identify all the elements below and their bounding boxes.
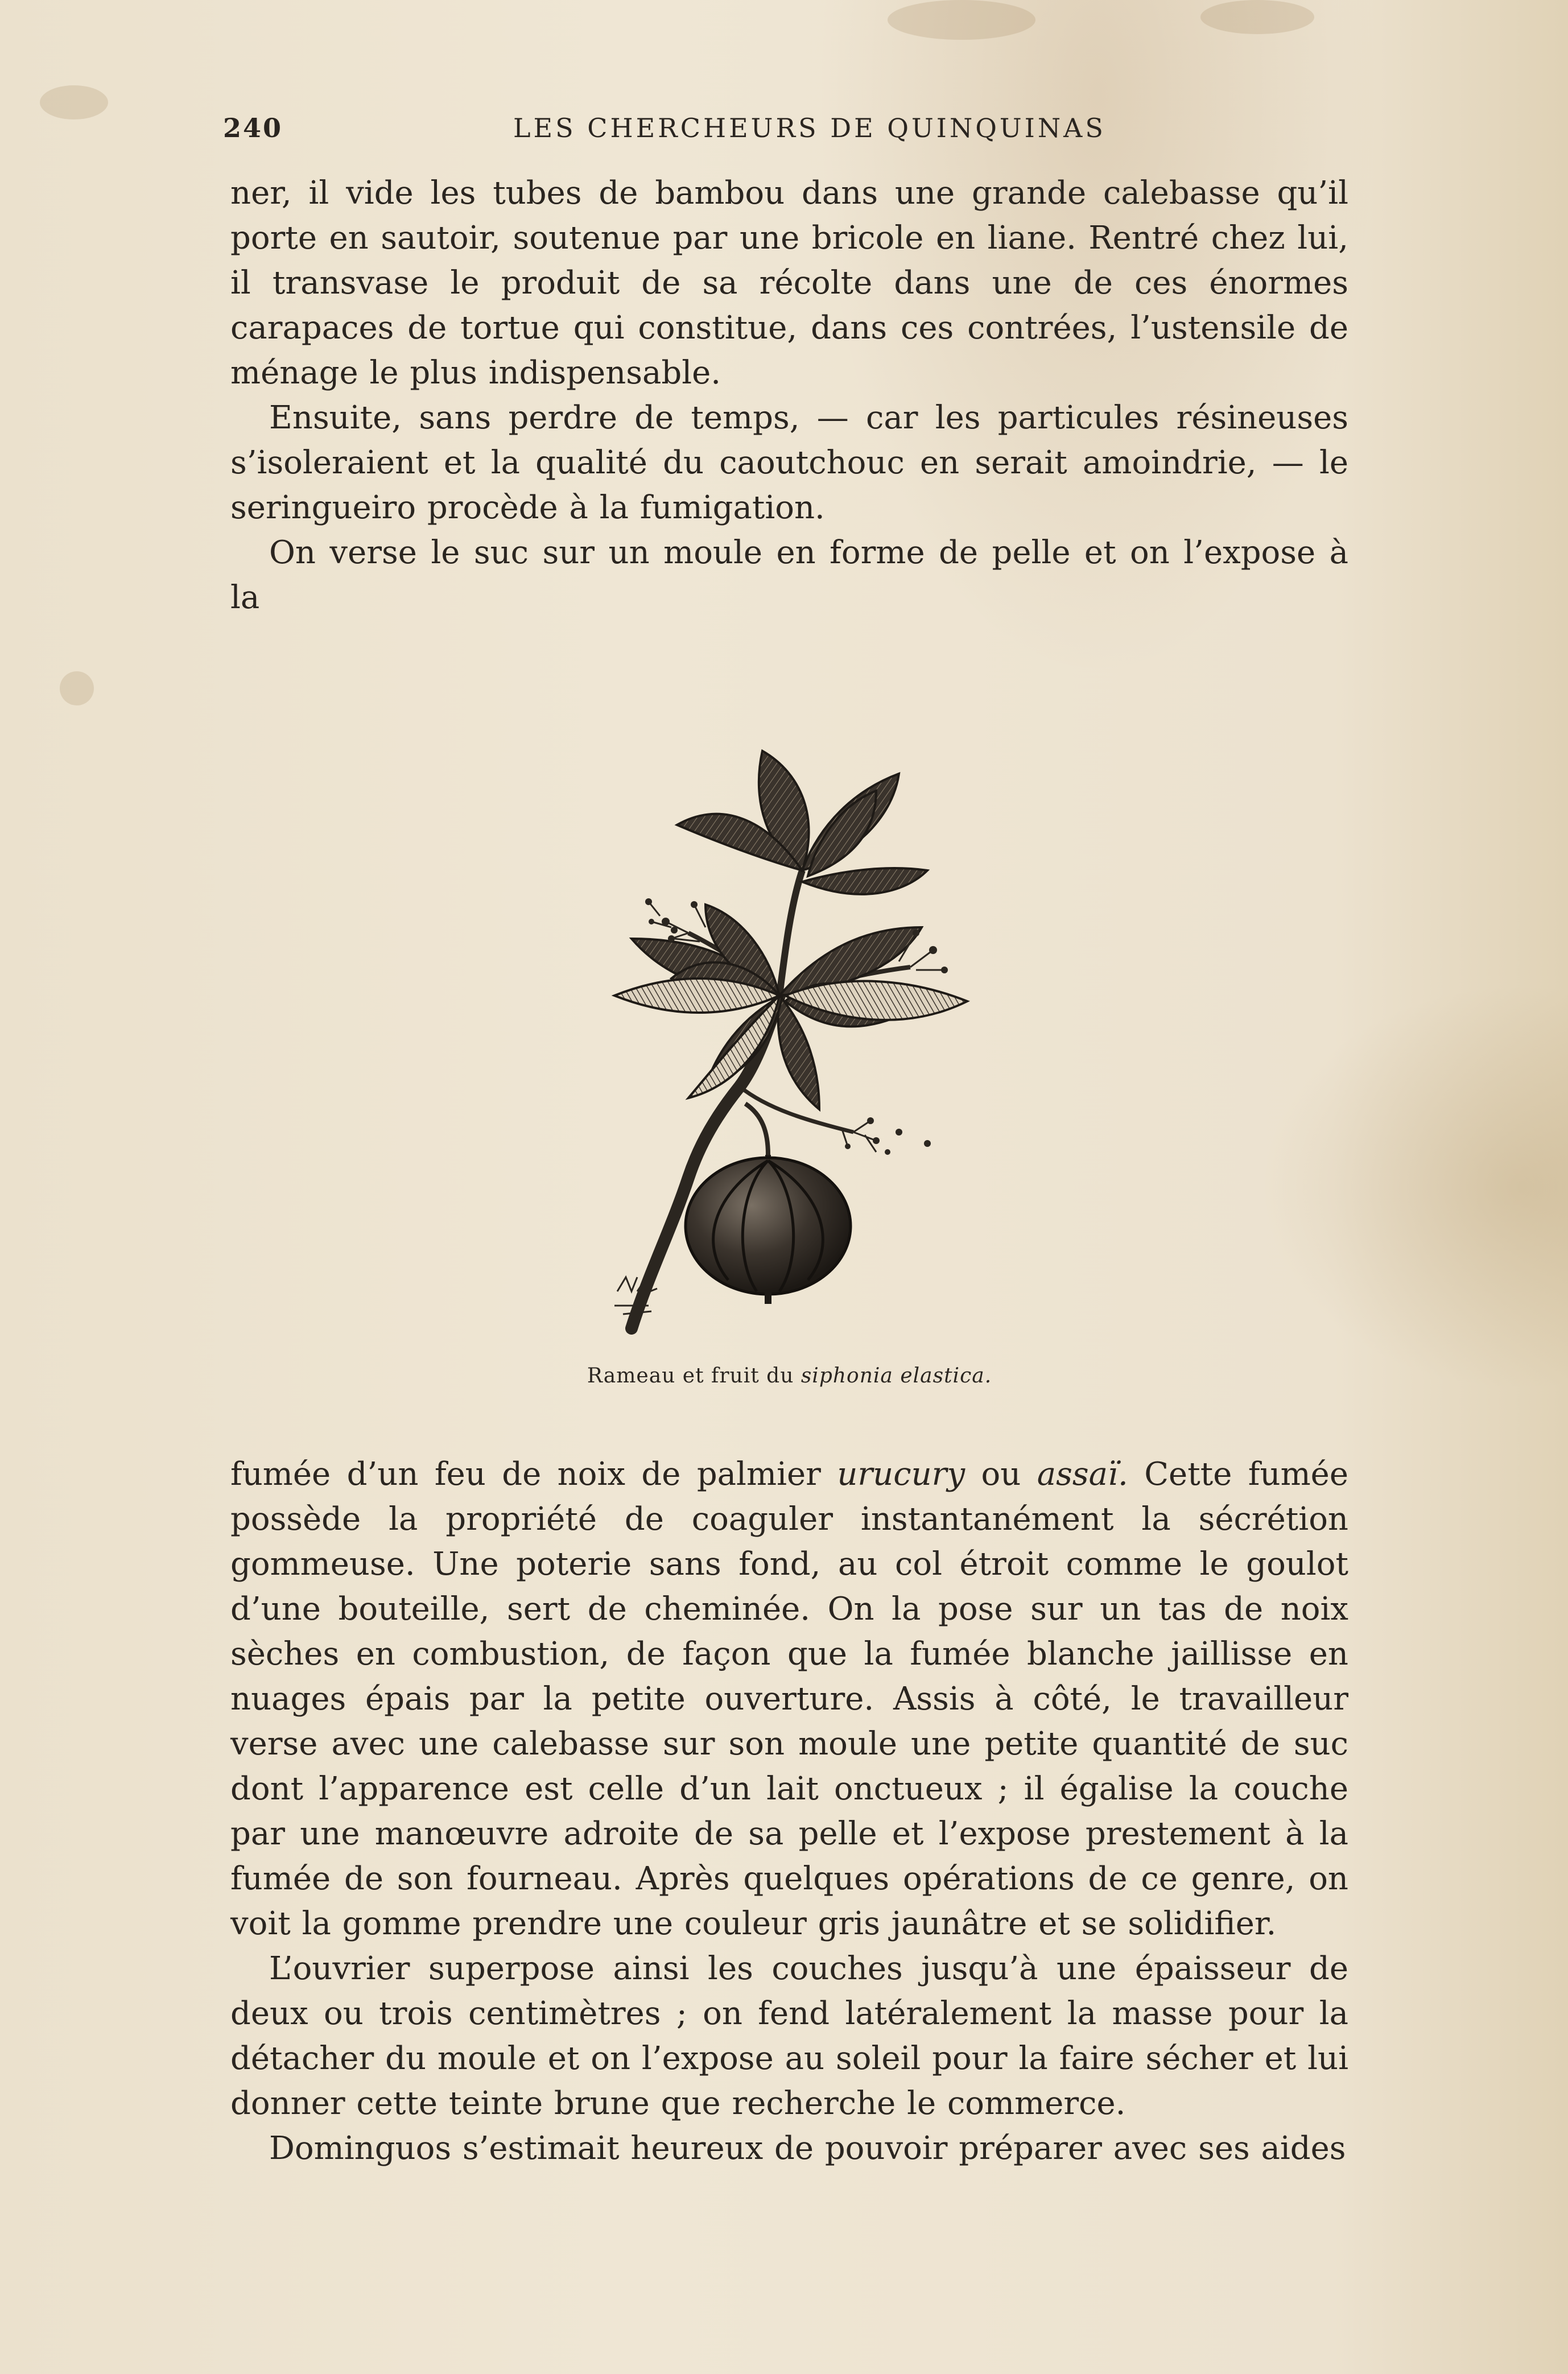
paper-stain xyxy=(40,85,108,119)
figure-caption xyxy=(230,1364,1348,1388)
paragraph xyxy=(230,1452,1348,1946)
paragraph: Ensuite, sans perdre de temps, — car les particules résineuses s’isoleraient et la qualité du caoutchouc en serait amoindrie, — le seringueiro procède à la fumigation. xyxy=(230,399,1348,526)
paragraph-start: fumée d’un feu de noix de palmier xyxy=(230,1456,821,1493)
paragraph: Dominguos s’estimait heureux de pouvoir préparer avec ses aides xyxy=(269,2130,1346,2167)
page-number: 240 xyxy=(223,113,283,143)
page-header xyxy=(223,107,1350,152)
caption-text: Rameau et fruit du xyxy=(587,1364,794,1388)
paper-stain xyxy=(1200,0,1314,34)
paper-stain xyxy=(60,671,94,705)
botanical-engraving xyxy=(501,631,1081,1360)
caption-species: siphonia elastica. xyxy=(800,1364,992,1388)
paper-stain xyxy=(888,0,1035,40)
running-title: LES CHERCHEURS DE QUINQUINAS xyxy=(513,113,1106,143)
connector-word: ou xyxy=(981,1456,1021,1493)
paragraph: L’ouvrier superpose ainsi les couches jusqu’à une épaisseur de deux ou trois centimètres ; on fend latéralement la masse pour la détacher du moule et on l’expose au soleil pour la faire sécher et lui donner cette teinte brune que recherche le commerce. xyxy=(230,1950,1348,2122)
term-assai: assaï. xyxy=(1037,1456,1128,1493)
text-block-bottom xyxy=(230,1452,1348,2171)
paragraph: ner, il vide les tubes de bambou dans une grande calebasse qu’il porte en sautoir, soutenue par une bricole en liane. Rentré chez lui, il transvase le produit de sa récolte dans une de ces énormes carapaces de tortue qui constitue, dans ces contrées, l’ustensile de ménage le plus indispensable. xyxy=(230,175,1348,391)
text-block-top xyxy=(230,171,1348,620)
paragraph: On verse le suc sur un moule en forme de pelle et on l’expose à la xyxy=(230,534,1348,616)
paragraph-rest: Cette fumée possède la propriété de coaguler instantanément la sécrétion gommeuse. Une poterie sans fond, au col étroit comme le goulot d’une bouteille, sert de cheminée. On la pose sur un tas de noix sèches en combustion, de façon que la fumée blanche jaillisse en nuages épais par la petite ouverture. Assis à côté, le travailleur verse avec une calebasse sur son moule une petite quantité de suc dont l’apparence est celle d’un lait onctueux ; il égalise la couche par une manœuvre adroite de sa pelle et l’expose prestement à la fumée de son fourneau. Après quelques opérations de ce genre, on voit la gomme prendre une couleur gris jaunâtre et se solidifier. xyxy=(230,1456,1348,1942)
term-urucury: urucury xyxy=(837,1456,965,1493)
